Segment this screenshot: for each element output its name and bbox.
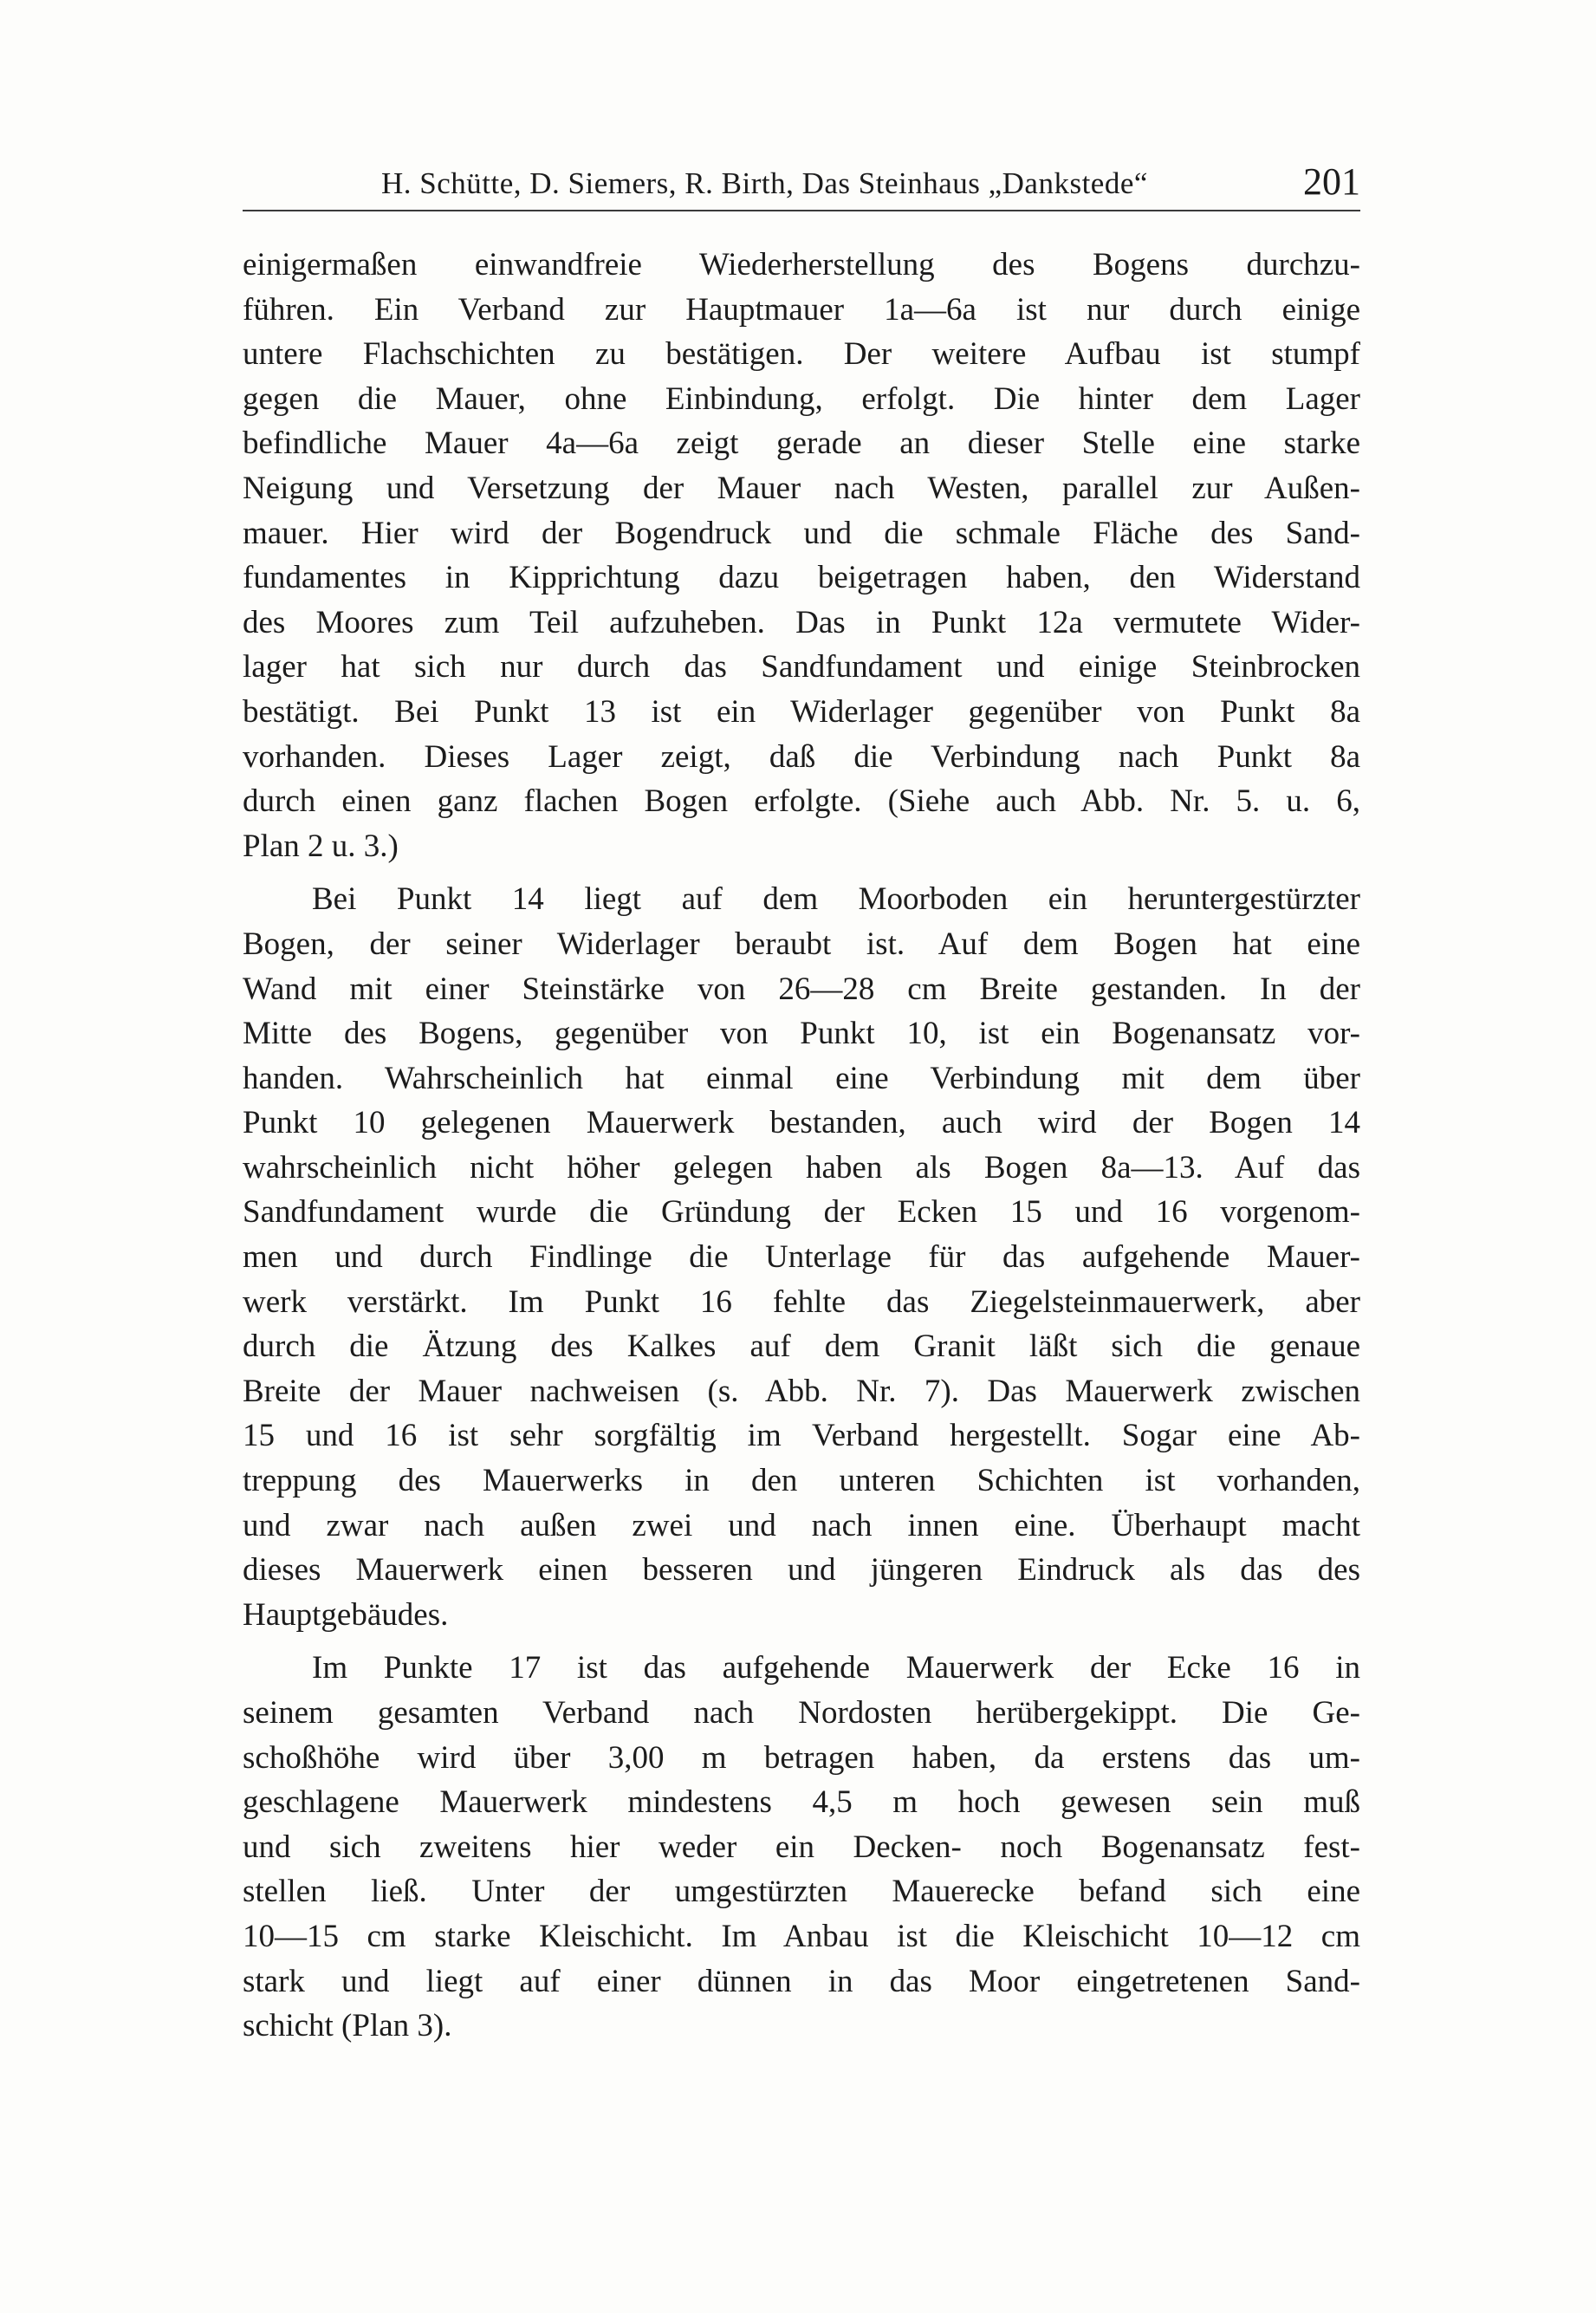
text-line: Wand mit einer Steinstärke von 26—28 cm Breite gestanden. In der (243, 971, 1360, 1007)
text-line: werk verstärkt. Im Punkt 16 fehlte das Ziegelsteinmauerwerk, aber (243, 1283, 1360, 1320)
text-line: geschlagene Mauerwerk mindestens 4,5 m hoch gewesen sein muß (243, 1784, 1360, 1821)
page-header (243, 156, 1360, 217)
text-line: Punkt 10 gelegenen Mauerwerk bestanden, auch wird der Bogen 14 (243, 1105, 1360, 1141)
text-line: lager hat sich nur durch das Sandfundament und einige Steinbrocken (243, 649, 1360, 685)
paragraph (243, 1646, 1360, 2048)
text-line: Mitte des Bogens, gegenüber von Punkt 10, ist ein Bogenansatz vor- (243, 1016, 1360, 1052)
text-line: Breite der Mauer nachweisen (s. Abb. Nr. 7). Das Mauerwerk zwischen (243, 1373, 1360, 1409)
text-line: bestätigt. Bei Punkt 13 ist ein Widerlager gegenüber von Punkt 8a (243, 693, 1360, 730)
text-line: Bogen, der seiner Widerlager beraubt ist. Auf dem Bogen hat eine (243, 926, 1360, 962)
text-line: und zwar nach außen zwei und nach innen eine. Überhaupt macht (243, 1507, 1360, 1543)
text-line: Im Punkte 17 ist das aufgehende Mauerwerk der Ecke 16 in (312, 1650, 1360, 1686)
text-line: durch einen ganz flachen Bogen erfolgte. (Siehe auch Abb. Nr. 5. u. 6, (243, 783, 1360, 820)
text-line: seinem gesamten Verband nach Nordosten herübergekippt. Die Ge- (243, 1695, 1360, 1731)
text-line: men und durch Findlinge die Unterlage für das aufgehende Mauer- (243, 1239, 1360, 1276)
text-line: befindliche Mauer 4a—6a zeigt gerade an dieser Stelle eine starke (243, 426, 1360, 462)
text-line: handen. Wahrscheinlich hat einmal eine Verbindung mit dem über (243, 1060, 1360, 1096)
text-line: mauer. Hier wird der Bogendruck und die schmale Fläche des Sand- (243, 515, 1360, 551)
text-line: des Moores zum Teil aufzuheben. Das in Punkt 12a vermutete Wider- (243, 604, 1360, 640)
text-line: schicht (Plan 3). (243, 2008, 452, 2044)
body-text (243, 243, 1360, 2049)
text-line: wahrscheinlich nicht höher gelegen haben als Bogen 8a—13. Auf das (243, 1149, 1360, 1186)
page-number: 201 (1303, 160, 1360, 203)
text-line: 10—15 cm starke Kleischicht. Im Anbau ist die Kleischicht 10—12 cm (243, 1918, 1360, 1954)
text-line: durch die Ätzung des Kalkes auf dem Granit läßt sich die genaue (243, 1329, 1360, 1365)
text-line: Bei Punkt 14 liegt auf dem Moorboden ein heruntergestürzter (312, 881, 1360, 918)
text-line: 15 und 16 ist sehr sorgfältig im Verband hergestellt. Sogar eine Ab- (243, 1418, 1360, 1454)
paragraph (243, 243, 1360, 868)
header-rule (243, 210, 1360, 211)
text-line: Plan 2 u. 3.) (243, 828, 399, 864)
text-line: Hauptgebäudes. (243, 1596, 449, 1633)
text-line: fundamentes in Kipprichtung dazu beigetragen haben, den Widerstand (243, 560, 1360, 596)
text-line: Neigung und Versetzung der Mauer nach Westen, parallel zur Außen- (243, 470, 1360, 506)
text-line: untere Flachschichten zu bestätigen. Der weitere Aufbau ist stumpf (243, 336, 1360, 373)
text-line: stellen ließ. Unter der umgestürzten Mauerecke befand sich eine (243, 1874, 1360, 1910)
text-line: und sich zweitens hier weder ein Decken- noch Bogenansatz fest- (243, 1829, 1360, 1865)
text-line: gegen die Mauer, ohne Einbindung, erfolgt. Die hinter dem Lager (243, 380, 1360, 417)
running-head: H. Schütte, D. Siemers, R. Birth, Das Steinhaus „Dankstede“ (381, 166, 1148, 200)
text-line: Sandfundament wurde die Gründung der Ecken 15 und 16 vorgenom- (243, 1194, 1360, 1231)
text-line: dieses Mauerwerk einen besseren und jüngeren Eindruck als das des (243, 1552, 1360, 1589)
text-line: stark und liegt auf einer dünnen in das Moor eingetretenen Sand- (243, 1963, 1360, 1999)
text-line: einigermaßen einwandfreie Wiederherstellung des Bogens durchzu- (243, 247, 1360, 283)
text-line: vorhanden. Dieses Lager zeigt, daß die Verbindung nach Punkt 8a (243, 738, 1360, 775)
text-line: treppung des Mauerwerks in den unteren Schichten ist vorhanden, (243, 1463, 1360, 1499)
text-line: führen. Ein Verband zur Hauptmauer 1a—6a ist nur durch einige (243, 291, 1360, 328)
paragraph (243, 877, 1360, 1637)
text-line: schoßhöhe wird über 3,00 m betragen haben, da erstens das um- (243, 1739, 1360, 1776)
